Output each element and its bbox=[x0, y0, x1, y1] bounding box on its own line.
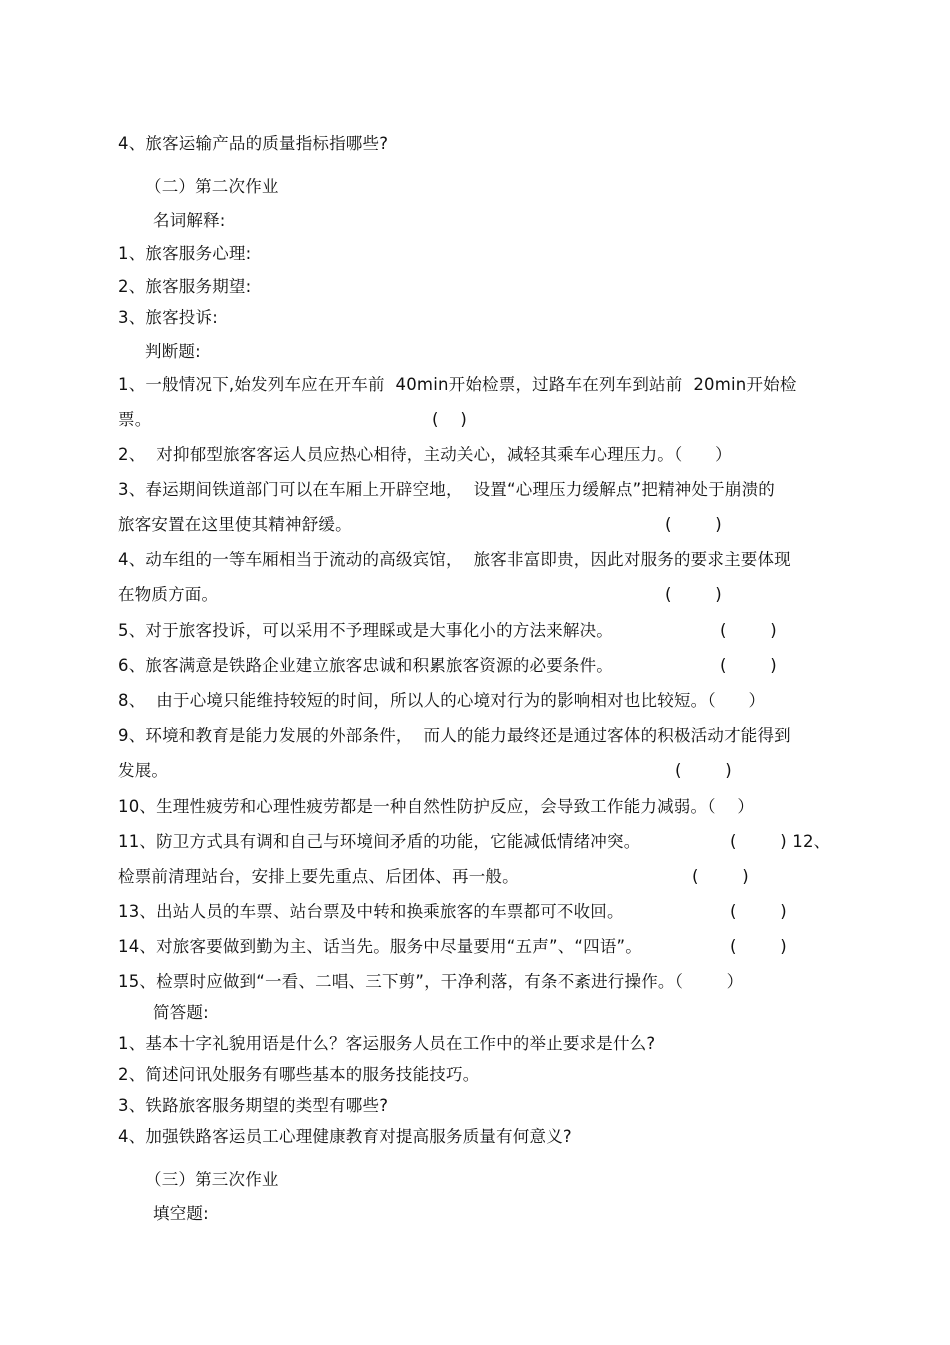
tf-item-3-line-1: 3、春运期间铁道部门可以在车厢上开辟空地， 设置“心理压力缓解点”把精神处于崩溃的 bbox=[118, 480, 775, 499]
tf-item-8: 8、 由于心境只能维持较短的时间，所以人的心境对行为的影响相对也比较短。（ ） bbox=[118, 691, 766, 710]
tf-item-14: 14、对旅客要做到勤为主、话当先。服务中尽量要用“五声”、“四语”。 bbox=[118, 937, 642, 956]
tf-item-12: 检票前清理站台，安排上要先重点、后团体、再一般。 bbox=[118, 867, 519, 886]
short-answer-4: 4、加强铁路客运员工心理健康教育对提高服务质量有何意义? bbox=[118, 1127, 572, 1146]
tf-item-9-line-2: 发展。 bbox=[118, 761, 169, 780]
tf-item-13: 13、出站人员的车票、站台票及中转和换乘旅客的车票都可不收回。 bbox=[118, 902, 624, 921]
tf-item-4-line-1: 4、动车组的一等车厢相当于流动的高级宾馆， 旅客非富即贵，因此对服务的要求主要体现 bbox=[118, 550, 791, 569]
tf-item-5: 5、对于旅客投诉，可以采用不予理睬或是大事化小的方法来解决。 bbox=[118, 621, 613, 640]
subheading-fill-in-blank: 填空题: bbox=[153, 1204, 209, 1223]
answer-blank: ( ) bbox=[720, 656, 777, 675]
section-heading-second-assignment: （二）第二次作业 bbox=[145, 177, 279, 196]
short-answer-1: 1、基本十字礼貌用语是什么？客运服务人员在工作中的举止要求是什么? bbox=[118, 1034, 656, 1053]
tf-item-11: 11、防卫方式具有调和自己与环境间矛盾的功能，它能减低情绪冲突。 bbox=[118, 832, 641, 851]
short-answer-2: 2、简述问讯处服务有哪些基本的服务技能技巧。 bbox=[118, 1065, 480, 1084]
answer-blank: ( ) bbox=[730, 937, 787, 956]
term-item-3: 3、旅客投诉: bbox=[118, 308, 218, 327]
answer-blank: ( ) bbox=[665, 585, 722, 604]
tf-item-9-line-1: 9、环境和教育是能力发展的外部条件， 而人的能力最终还是通过客体的积极活动才能得到 bbox=[118, 726, 791, 745]
subheading-short-answer: 简答题: bbox=[153, 1003, 209, 1022]
term-item-2: 2、旅客服务期望: bbox=[118, 277, 252, 296]
answer-blank: ( ) bbox=[730, 902, 787, 921]
short-answer-3: 3、铁路旅客服务期望的类型有哪些? bbox=[118, 1096, 389, 1115]
answer-blank: ( ) 12、 bbox=[730, 832, 831, 851]
subheading-term-definitions: 名词解释: bbox=[153, 211, 226, 230]
answer-blank: ( ) bbox=[675, 761, 732, 780]
tf-item-2: 2、 对抑郁型旅客客运人员应热心相待，主动关心，减轻其乘车心理压力。（ ） bbox=[118, 445, 732, 464]
tf-item-6: 6、旅客满意是铁路企业建立旅客忠诚和积累旅客资源的必要条件。 bbox=[118, 656, 613, 675]
tf-item-3-line-2: 旅客安置在这里使其精神舒缓。 bbox=[118, 515, 352, 534]
subheading-true-false: 判断题: bbox=[145, 342, 201, 361]
tf-item-4-line-2: 在物质方面。 bbox=[118, 585, 219, 604]
answer-blank: ( ) bbox=[692, 867, 749, 886]
tf-item-15: 15、检票时应做到“一看、二唱、三下剪”，干净利落，有条不紊进行操作。（ ） bbox=[118, 972, 744, 991]
question-4-quality-indicators: 4、旅客运输产品的质量指标指哪些? bbox=[118, 134, 389, 153]
answer-blank: ( ) bbox=[720, 621, 777, 640]
tf-item-1-line-2: 票。 bbox=[118, 410, 152, 429]
tf-item-10: 10、生理性疲劳和心理性疲劳都是一种自然性防护反应，会导致工作能力减弱。（ ） bbox=[118, 797, 755, 816]
tf-item-1-line-1: 1、一般情况下,始发列车应在开车前 40min开始检票，过路车在列车到站前 20min开始检 bbox=[118, 375, 797, 394]
answer-blank: ( ) bbox=[665, 515, 722, 534]
answer-blank: ( ) bbox=[432, 410, 468, 429]
section-heading-third-assignment: （三）第三次作业 bbox=[145, 1170, 279, 1189]
term-item-1: 1、旅客服务心理: bbox=[118, 244, 252, 263]
